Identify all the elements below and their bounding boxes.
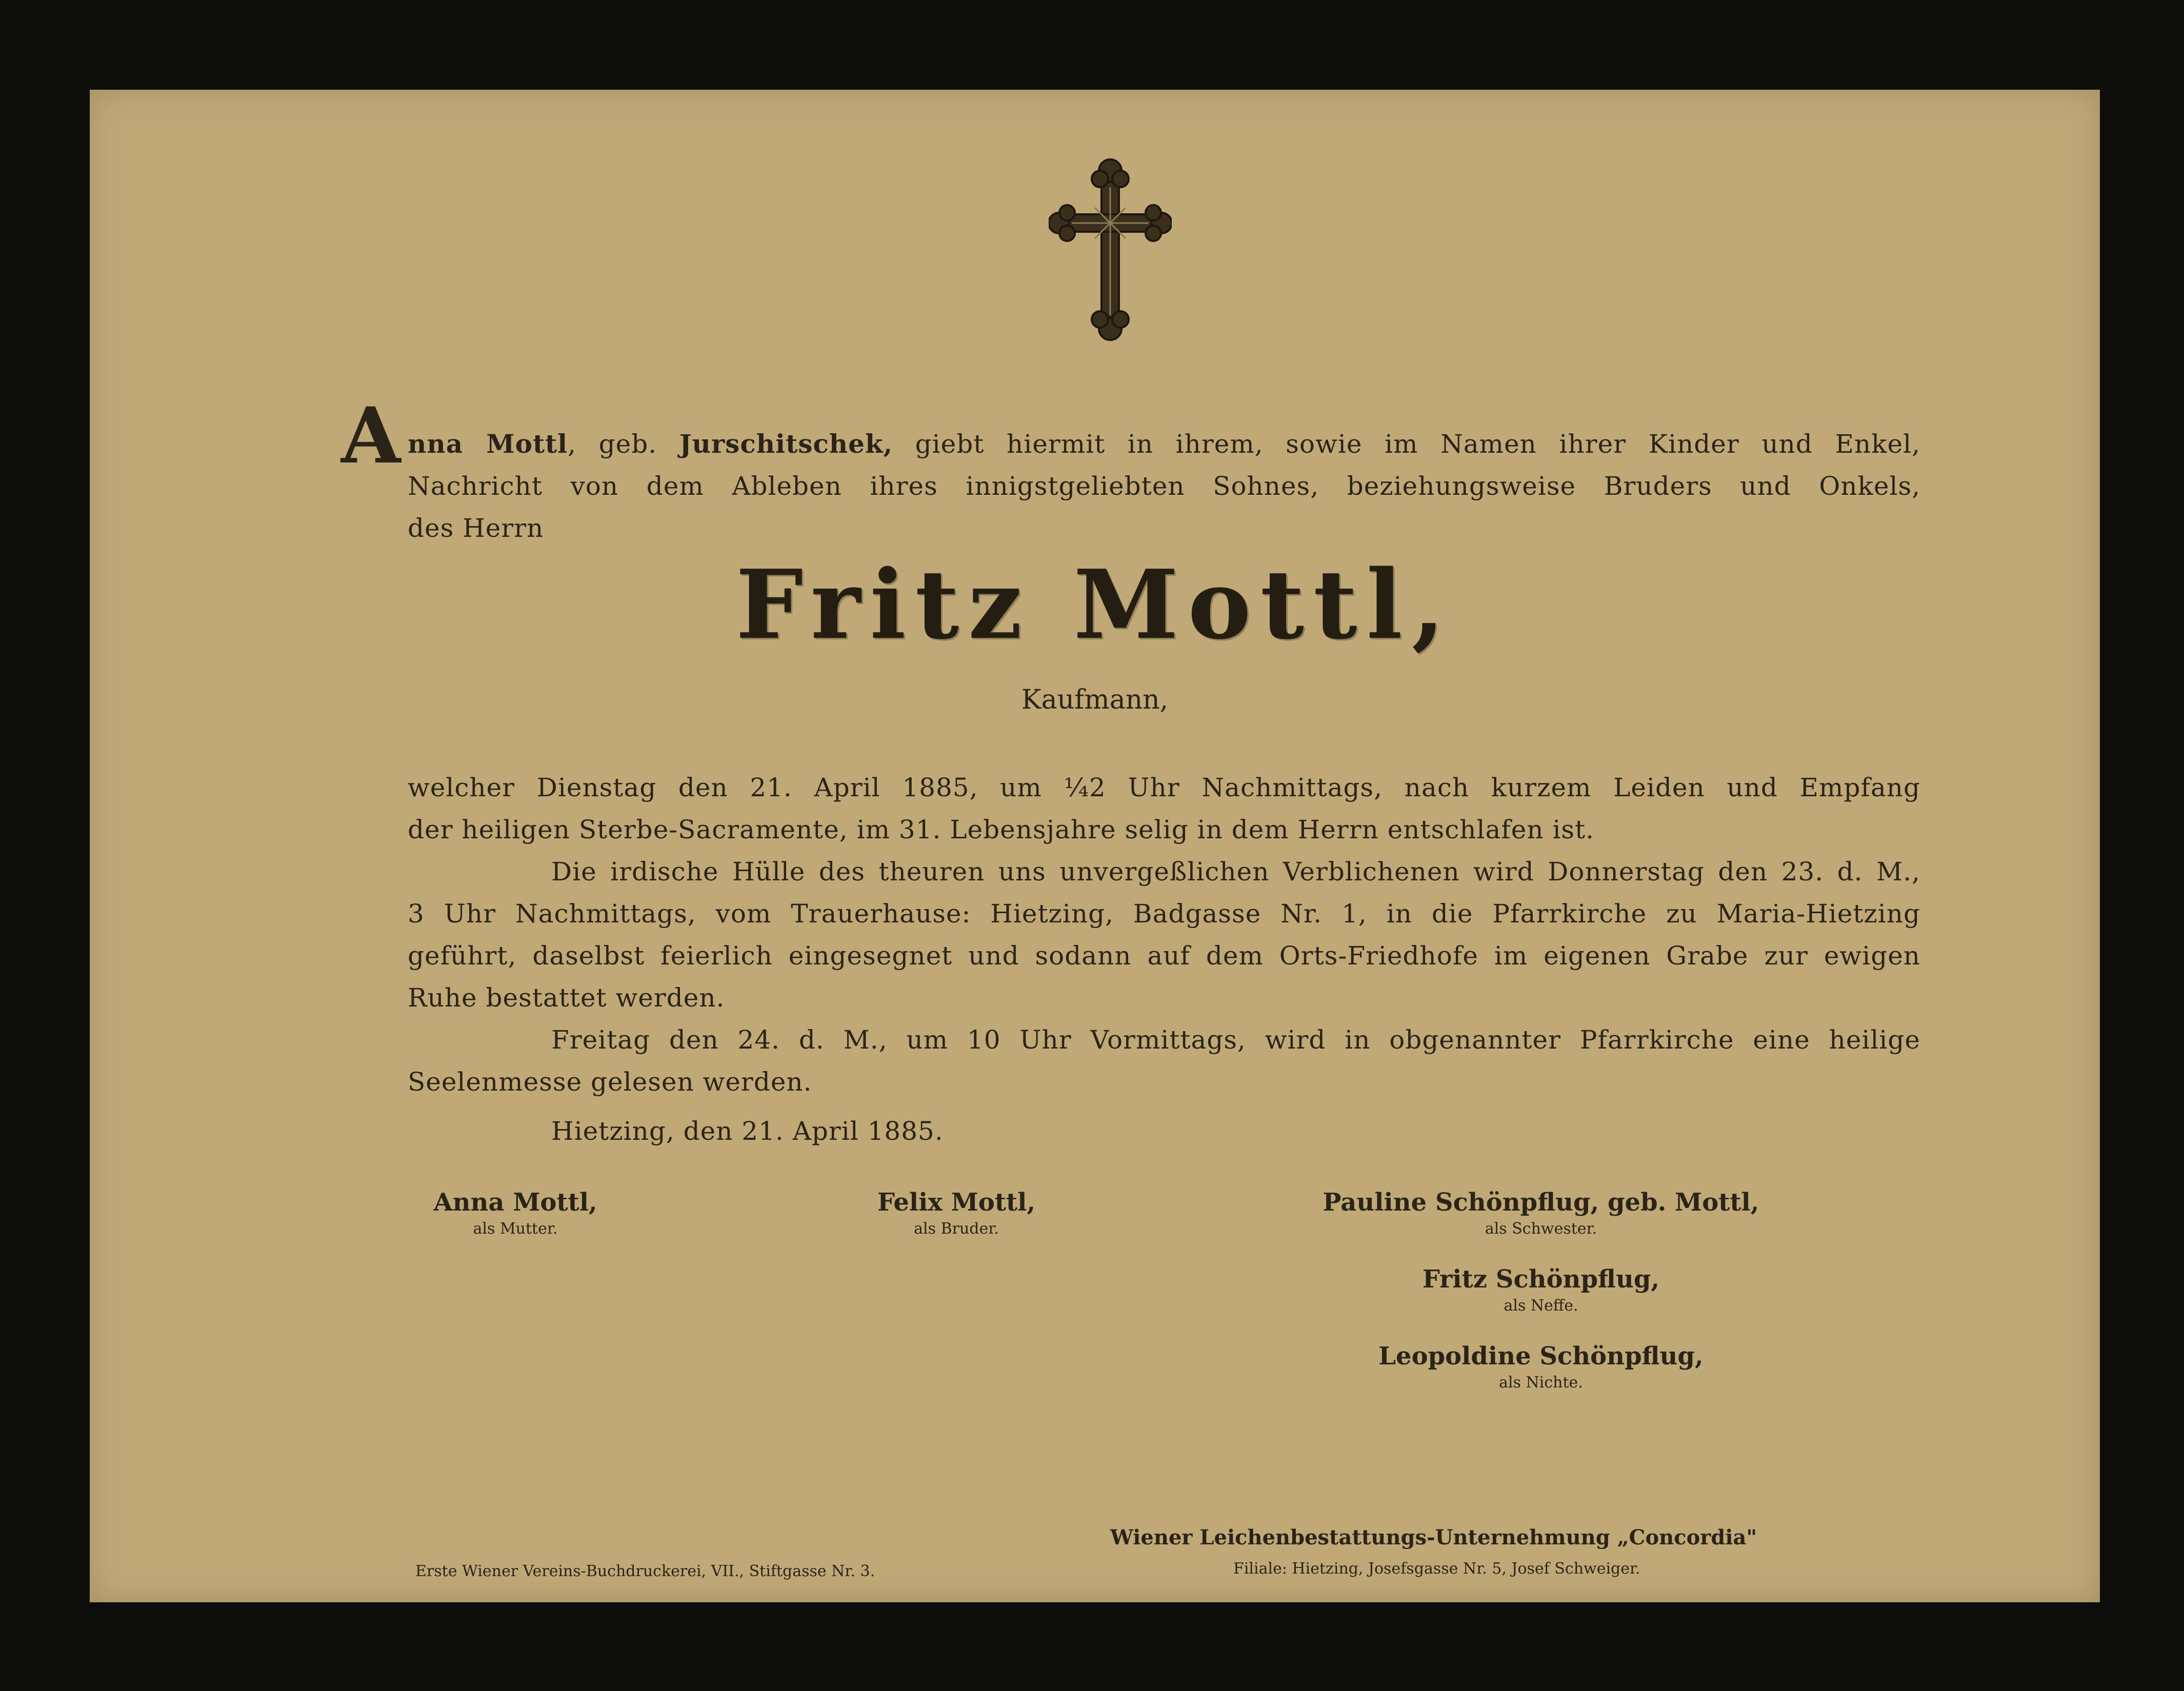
opening-line-1: nna Mottl, geb. Jurschitschek, giebt hiermit in ihrem, sowie im Namen ihrer Kinder und Enkel, [408, 429, 1920, 459]
trefoil-cross-icon [1049, 156, 1172, 341]
printer-imprint: Erste Wiener Vereins-Buchdruckerei, VII., Stiftgasse Nr. 3. [415, 1562, 875, 1580]
signer-role: als Mutter. [473, 1220, 558, 1238]
drop-cap: A [341, 391, 401, 481]
undertaker-name: Wiener Leichenbestattungs-Unternehmung „Concordia" [1110, 1525, 1757, 1549]
signer-name: Felix Mottl, [877, 1188, 1036, 1217]
signer-nephew [1310, 1264, 1772, 1317]
signer-name: Pauline Schönpflug, geb. Mottl, [1323, 1188, 1759, 1217]
funeral-line-3: geführt, daselbst feierlich eingesegnet und sodann auf dem Orts-Friedhofe im eigenen Grabe zur ewigen [408, 941, 1920, 971]
deceased-occupation: Kaufmann, [1021, 685, 1169, 715]
funeral-line-2: 3 Uhr Nachmittags, vom Trauerhause: Hietzing, Badgasse Nr. 1, in die Pfarrkirche zu Maria-Hietzing [408, 899, 1920, 929]
mass-line-2: Seelenmesse gelesen werden. [408, 1067, 812, 1097]
signer-niece [1310, 1341, 1772, 1394]
signer-role: als Neffe. [1504, 1297, 1578, 1315]
opening-line-2: Nachricht von dem Ableben ihres innigstgeliebten Sohnes, beziehungsweise Bruders und Onkels, [408, 471, 1920, 501]
signer-role: als Schwester. [1485, 1220, 1597, 1238]
signer-name: Leopoldine Schönpflug, [1378, 1342, 1704, 1371]
death-line-1: welcher Dienstag den 21. April 1885, um ¼2 Uhr Nachmittags, nach kurzem Leiden und Empfang [408, 773, 1920, 802]
obituary-notice [90, 90, 2100, 1602]
death-line-2: der heiligen Sterbe-Sacramente, im 31. Lebensjahre selig in dem Herrn entschlafen ist. [408, 815, 1595, 844]
signer-brother [726, 1187, 1187, 1240]
undertaker-branch: Filiale: Hietzing, Josefsgasse Nr. 5, Josef Schweiger. [1233, 1560, 1640, 1578]
deceased-name: Fritz Mottl, [735, 549, 1454, 660]
opening-line-3: des Herrn [408, 513, 544, 543]
funeral-line-1: Die irdische Hülle des theuren uns unvergeßlichen Verblichenen wird Donnerstag den 23. d. M., [551, 857, 1920, 887]
signer-mother [285, 1187, 746, 1240]
signer-role: als Nichte. [1499, 1374, 1583, 1392]
signer-sister [1310, 1187, 1772, 1240]
funeral-line-4: Ruhe bestattet werden. [408, 983, 725, 1013]
mass-line-1: Freitag den 24. d. M., um 10 Uhr Vormittags, wird in obgenannter Pfarrkirche eine heilige [551, 1025, 1920, 1055]
signer-role: als Bruder. [914, 1220, 999, 1238]
signer-name: Fritz Schönpflug, [1422, 1265, 1660, 1294]
signer-name: Anna Mottl, [433, 1188, 597, 1217]
place-and-date: Hietzing, den 21. April 1885. [551, 1116, 944, 1146]
